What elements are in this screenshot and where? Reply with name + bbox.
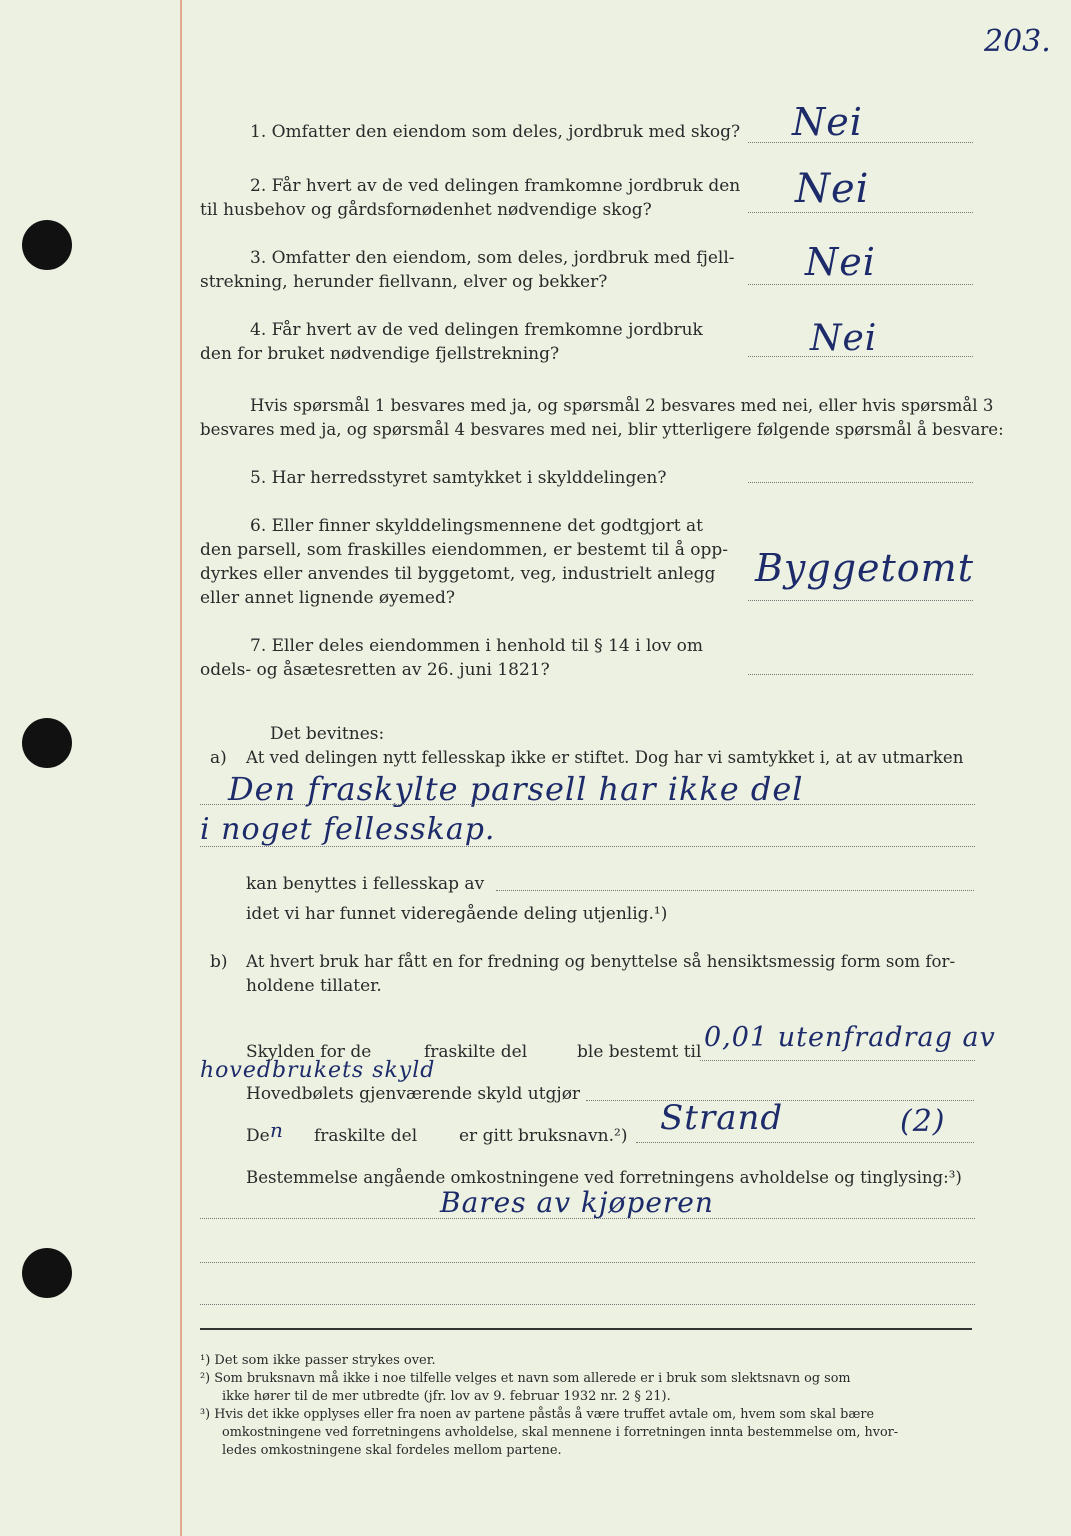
condition-line-1: Hvis spørsmål 1 besvares med ja, og spørsmål 2 besvares med nei, eller hvis spørsmål 3 [250,396,994,415]
margin-line [180,0,182,1536]
answer-3: Nei [805,240,876,284]
footnote-rule [200,1328,972,1330]
question-7-line-1: 7. Eller deles eiendommen i henhold til § 14 i lov om [250,636,703,656]
question-7-line-2: odels- og åsætesretten av 26. juni 1821? [200,660,550,680]
item-b-line-1: At hvert bruk har fått en for fredning og benyttelse så hensiktsmessig form som for- [246,952,956,971]
question-3-line-2: strekning, herunder fiellvann, elver og bekker? [200,272,608,292]
question-2-line-2: til husbehov og gårdsfornødenhet nødvendige skog? [200,200,652,220]
handwritten-line-1: Den fraskylte parsell har ikke del [228,770,804,808]
question-3-line-1: 3. Omfatter den eiendom, som deles, jordbruk med fjell- [250,248,735,268]
fill-line [200,1218,975,1219]
footnote-2-line-2: ikke hører til de mer utbredte (jfr. lov av 9. februar 1932 nr. 2 § 21). [222,1389,671,1404]
answer-4: Nei [810,318,878,359]
bruksnavn-text-b: fraskilte del [314,1126,418,1146]
item-a-text: At ved delingen nytt fellesskap ikke er stiftet. Dog har vi samtykket i, at av utmarken [246,748,964,767]
answer-2: Nei [795,166,870,212]
reason-text: idet vi har funnet videregående deling utjenlig.¹) [246,904,668,924]
answer-6: Byggetomt [755,546,974,590]
fill-line [700,1060,975,1061]
punch-hole [22,718,72,768]
attest-heading: Det bevitnes: [270,724,385,744]
footnote-3-line-2: omkostningene ved forretningens avholdelse, skal mennene i forretningen innta bestemmelse om, hvor- [222,1425,899,1440]
footnote-1: ¹) Det som ikke passer strykes over. [200,1353,436,1368]
item-b-line-2: holdene tillater. [246,976,382,996]
bruksnavn-text-c: er gitt bruksnavn.²) [459,1126,628,1146]
answer-line [748,600,973,601]
footnote-3-line-1: ³) Hvis det ikke opplyses eller fra noen av partene påstås å være truffet avtale om, hvem som skal bære [200,1407,875,1422]
answer-line [748,212,973,213]
skyld-text-c: ble bestemt til [577,1042,702,1062]
page-number: 203. [984,24,1051,59]
cost-text: Bestemmelse angående omkostningene ved forretningens avholdelse og tinglysing:³) [246,1168,962,1187]
handwritten-skyld-continued: hovedbrukets skyld [200,1058,436,1083]
fill-line [636,1142,974,1143]
answer-line [748,284,973,285]
condition-line-2: besvares med ja, og spørsmål 4 besvares med nei, blir ytterligere følgende spørsmål å besvare: [200,420,1004,439]
question-5: 5. Har herredsstyret samtykket i skylddelingen? [250,468,667,488]
hovedbol-text: Hovedbølets gjenværende skyld utgjør [246,1084,581,1104]
question-6-line-2: den parsell, som fraskilles eiendommen, er bestemt til å opp- [200,540,729,560]
question-2-line-1: 2. Får hvert av de ved delingen framkomne jordbruk den [250,176,741,196]
punch-hole [22,220,72,270]
handwritten-skyld-value: 0,01 utenfradrag av [704,1022,996,1053]
fill-line [200,846,975,847]
question-1: 1. Omfatter den eiendom som deles, jordbruk med skog? [250,122,741,142]
item-a-label: a) [210,748,227,768]
footnote-3-line-3: ledes omkostningene skal fordeles mellom partene. [222,1443,562,1458]
question-4-line-1: 4. Får hvert av de ved delingen fremkomne jordbruk [250,320,703,340]
bruksnavn-text-a: De [246,1126,270,1146]
fill-line [200,1262,975,1263]
handwritten-cost: Bares av kjøperen [440,1186,714,1219]
handwritten-bruksnavn: Strand [660,1098,784,1138]
question-6-line-4: eller annet lignende øyemed? [200,588,455,608]
answer-line [748,674,973,675]
question-6-line-3: dyrkes eller anvendes til byggetomt, veg, industrielt anlegg [200,564,716,584]
item-b-label: b) [210,952,228,972]
skyld-text-a: Skylden for de [246,1042,372,1062]
question-4-line-2: den for bruket nødvendige fjellstrekning? [200,344,560,364]
skyld-text-b: fraskilte del [424,1042,528,1062]
answer-1: Nei [792,100,863,144]
handwritten-line-2: i noget fellesskap. [200,812,496,847]
answer-line [748,482,973,483]
handwritten-ending: n [270,1118,284,1142]
fill-line [496,890,974,891]
fill-line [200,804,975,805]
shared-use-text: kan benyttes i fellesskap av [246,874,485,894]
fill-line [200,1304,975,1305]
footnote-2-line-1: ²) Som bruksnavn må ikke i noe tilfelle velges et navn som allerede er i bruk som slektsnavn og som [200,1371,851,1386]
punch-hole [22,1248,72,1298]
handwritten-bruksnummer: (2) [900,1104,946,1139]
question-6-line-1: 6. Eller finner skylddelingsmennene det godtgjort at [250,516,703,536]
